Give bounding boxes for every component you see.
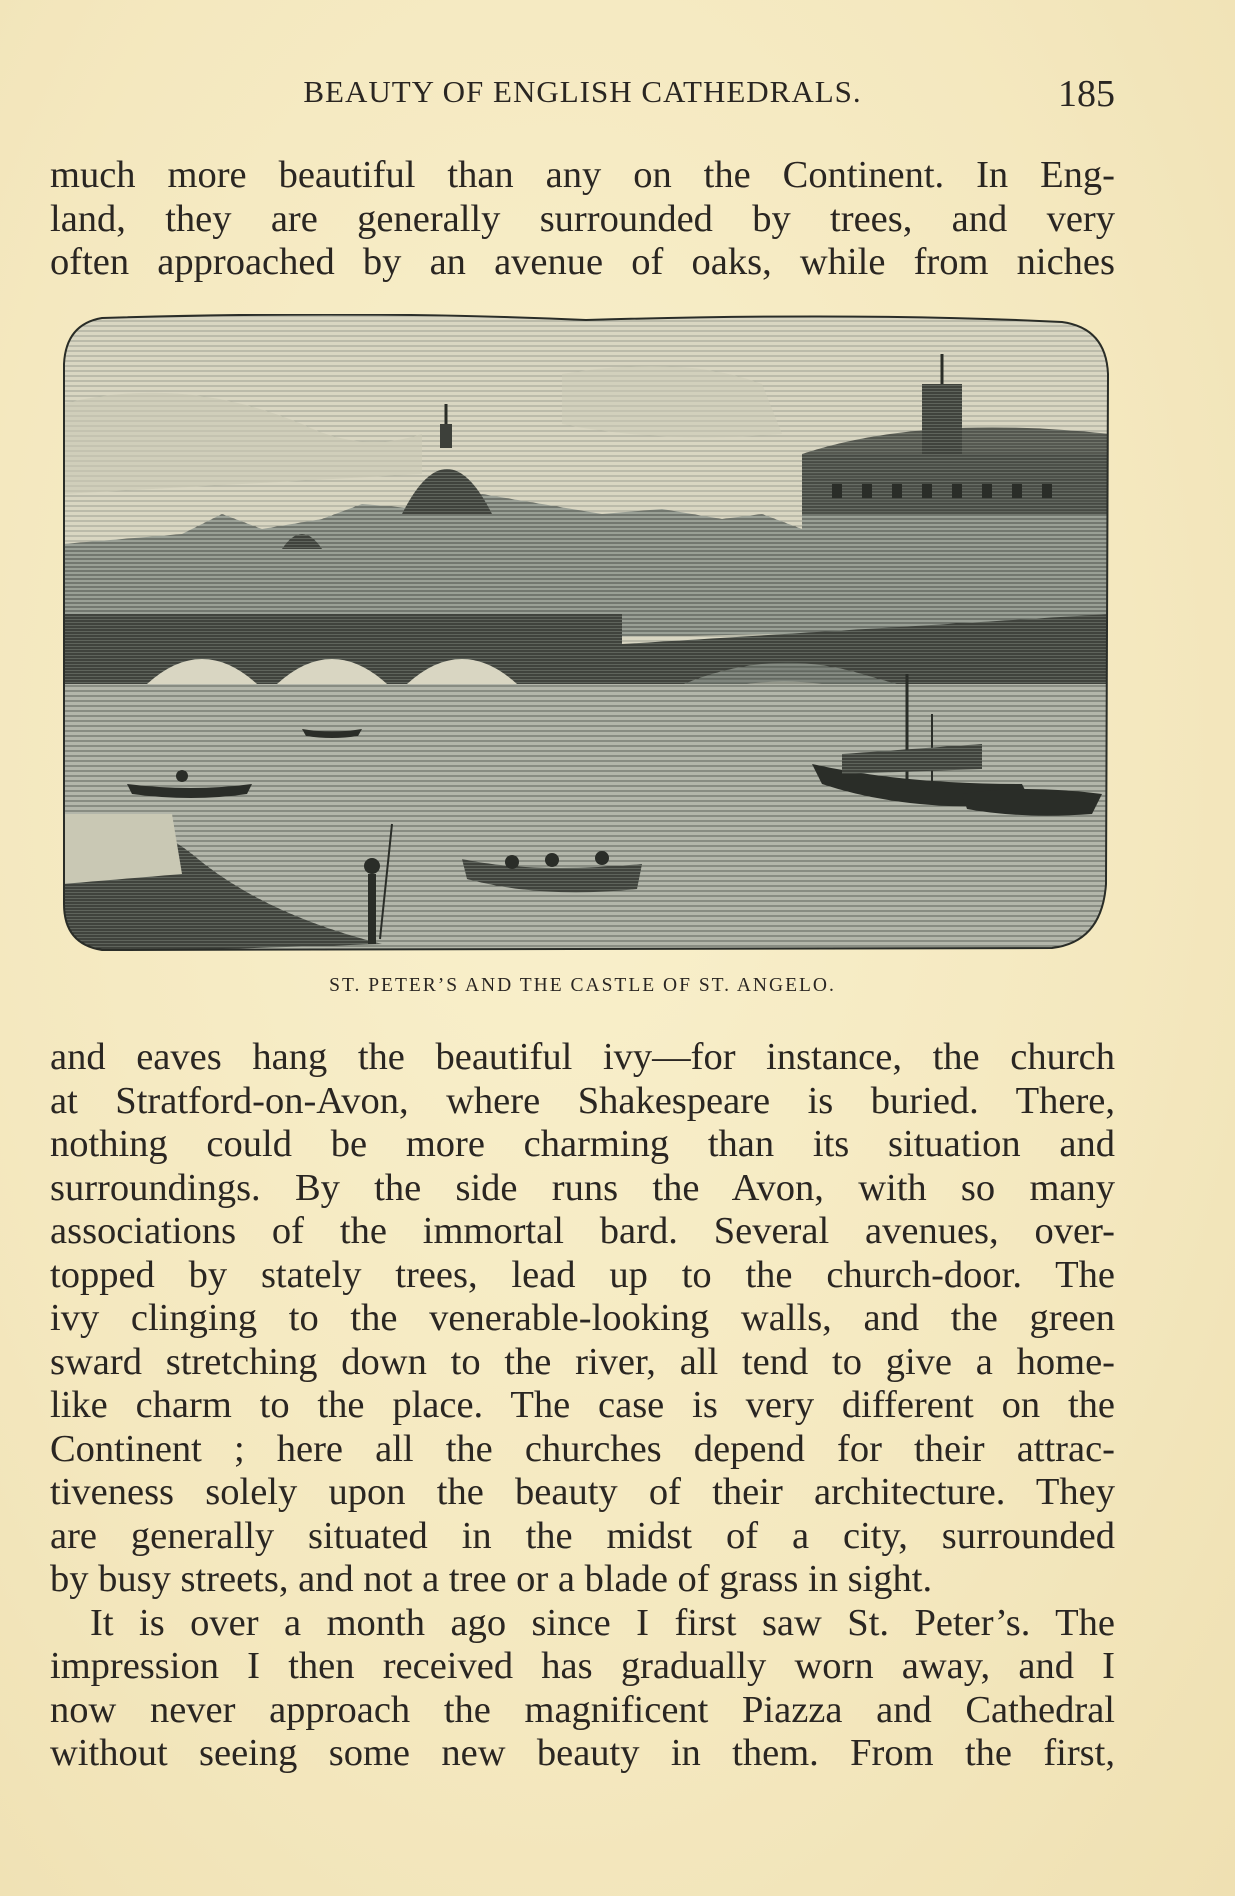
text-line: at Stratford-on-Avon, where Shakespeare is buried. There, [50,1079,1115,1122]
text-line: often approached by an avenue of oaks, while from niches [50,241,1115,283]
text-line: nothing could be more charming than its situation and [50,1123,1115,1165]
text-line: like charm to the place. The case is very different on the [50,1384,1115,1426]
engraving-illustration [62,314,1110,954]
text-line: tiveness solely upon the beauty of their architecture. They [50,1471,1115,1513]
running-head: BEAUTY OF ENGLISH CATHEDRALS. [303,74,862,109]
text-line: surroundings. By the side runs the Avon, with so many [50,1166,1115,1209]
text-line: land, they are generally surrounded by trees, and very [50,197,1115,240]
text-line: ivy clinging to the venerable-looking walls, and the green [50,1297,1115,1339]
text-line: and eaves hang the beautiful ivy—for instance, the church [50,1036,1115,1078]
text-line: topped by stately trees, lead up to the church-door. The [50,1253,1115,1296]
text-line: much more beautiful than any on the Continent. In Eng- [50,154,1115,196]
text-line: impression I then received has gradually worn away, and I [50,1645,1115,1687]
body-text-bottom [50,1036,1115,1776]
text-line: are generally situated in the midst of a city, surrounded [50,1514,1115,1557]
text-line: by busy streets, and not a tree or a blade of grass in sight. [50,1558,933,1600]
page-number: 185 [1058,73,1115,115]
page-header [50,72,1115,122]
text-line: Continent ; here all the churches depend for their attrac- [50,1427,1115,1470]
text-line: It is over a month ago since I first saw St. Peter’s. The [90,1601,1115,1644]
text-line: sward stretching down to the river, all tend to give a home- [50,1340,1115,1383]
figure-caption: ST. PETER’S AND THE CASTLE OF ST. ANGELO. [329,975,836,996]
text-line: associations of the immortal bard. Several avenues, over- [50,1210,1115,1252]
body-text-top [50,154,1115,285]
text-line: without seeing some new beauty in them. From the first, [50,1732,1115,1774]
text-line: now never approach the magnificent Piazza and Cathedral [50,1688,1115,1731]
